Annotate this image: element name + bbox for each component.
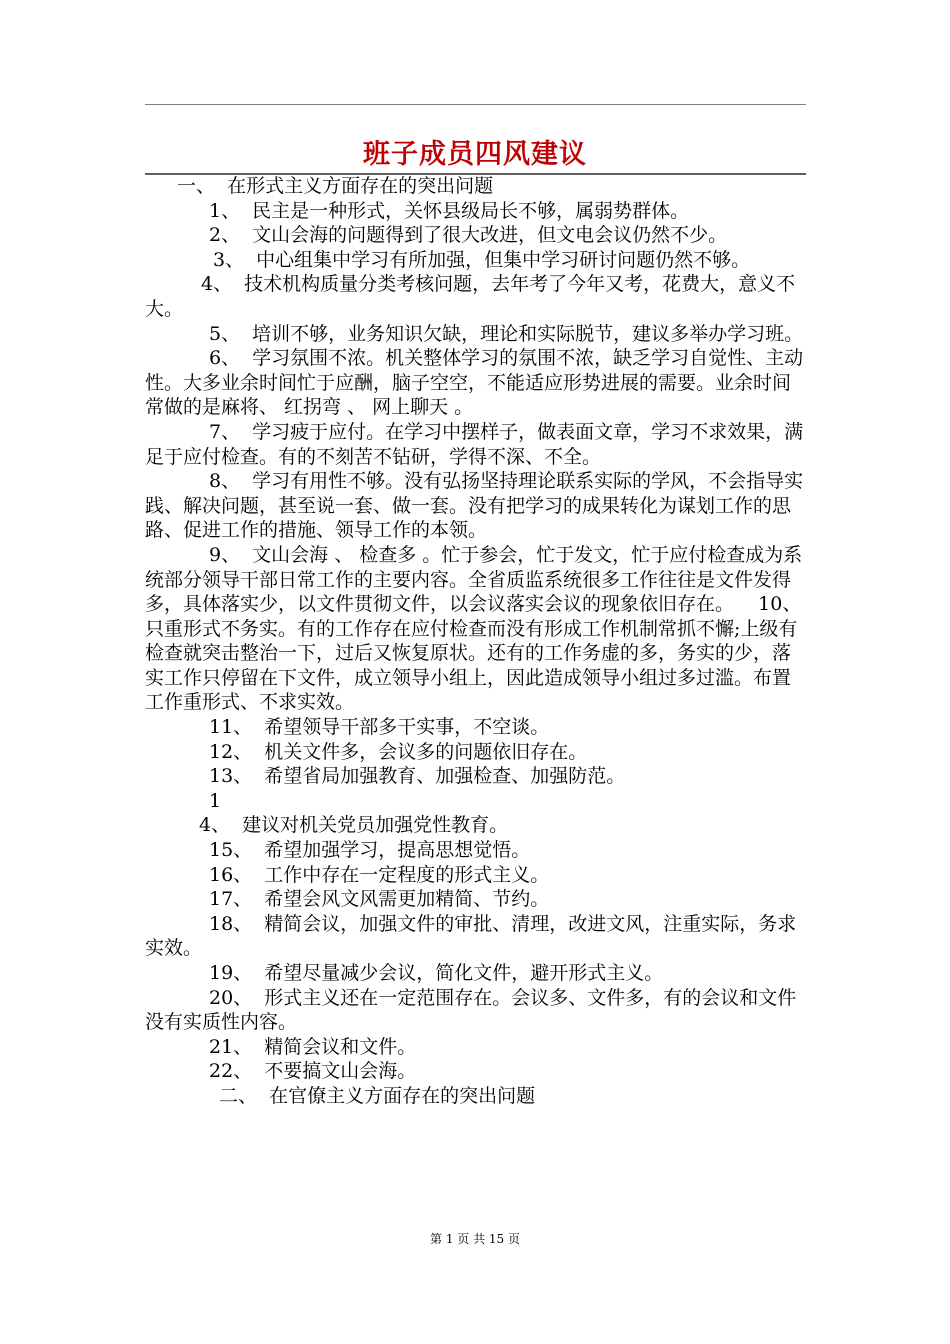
paragraph: 11、 希望领导干部多干实事，不空谈。: [209, 716, 550, 739]
paragraph: 18、 精简会议，加强文件的审批、清理，改进文风，注重实际，务求实效。: [145, 912, 797, 960]
paragraph: 2、 文山会海的问题得到了很大改进，但文电会议仍然不少。: [209, 224, 728, 247]
paragraph: 16、 工作中存在一定程度的形式主义。: [209, 863, 550, 886]
paragraph: 13、 希望省局加强教育、加强检查、加强防范。: [209, 765, 626, 788]
paragraph: 二、 在官僚主义方面存在的突出问题: [219, 1084, 536, 1107]
page-footer: 第 1 页 共 15 页: [430, 1232, 520, 1246]
paragraph: 9、 文山会海 、 检查多 。忙于参会，忙于发文，忙于应付检查成为系统部分领导干部日常工作的主要内容。全省质监系统很多工作往往是文件发得多，具体落实少，以文件贯彻文件，以会议落实会议的现象依旧存在。 10、 只重形式不务实。有的工作存在应付检查而没有形成工作机制常抓不懈;上级有检查就突击整治一下，过后又恢复原状。还有的工作务虚的多，务实的少，落实工作只停留在下文件，成立领导小组上，因此造成领导小组过多过滥。布置工作重形式、不求实效。: [145, 543, 814, 714]
paragraph: 17、 希望会风文风需更加精简、节约。: [209, 888, 550, 911]
paragraph: 5、 培训不够，业务知识欠缺，理论和实际脱节，建议多举办学习班。: [209, 322, 804, 345]
paragraph: 4、 技术机构质量分类考核问题，去年考了今年又考，花费大，意义不大。: [145, 273, 796, 320]
paragraph: 15、 希望加强学习，提高思想觉悟。: [209, 839, 531, 862]
paragraph: 22、 不要搞文山会海。: [209, 1060, 417, 1083]
header-rule: [145, 104, 806, 105]
paragraph: 20、 形式主义还在一定范围存在。会议多、文件多，有的会议和文件没有实质性内容。: [145, 986, 797, 1034]
paragraph: 1、 民主是一种形式，关怀县级局长不够，属弱势群体。: [209, 199, 690, 222]
paragraph: 4、 建议对机关党员加强党性教育。: [199, 814, 509, 837]
paragraph: 12、 机关文件多，会议多的问题依旧存在。: [209, 740, 588, 763]
paragraph: 21、 精简会议和文件。: [209, 1035, 417, 1058]
document-title: 班子成员四风建议: [363, 139, 587, 170]
document-body: [145, 174, 814, 1109]
paragraph: 1: [209, 789, 222, 812]
paragraph: 7、 学习疲于应付。在学习中摆样子，做表面文章，学习不求效果，满足于应付检查。有的不刻苦不钻研，学得不深、不全。: [145, 420, 804, 468]
paragraph: 6、 学习氛围不浓。机关整体学习的氛围不浓，缺乏学习自觉性、主动性。大多业余时间忙于应酬，脑子空空，不能适应形势进展的需要。业余时间常做的是麻将、 红拐弯 、 网上聊天 。: [145, 347, 804, 419]
paragraph: 3、 中心组集中学习有所加强，但集中学习研讨问题仍然不够。: [213, 248, 751, 271]
paragraph: 一、 在形式主义方面存在的突出问题: [177, 175, 494, 197]
paragraph: 19、 希望尽量减少会议，简化文件，避开形式主义。: [209, 962, 664, 984]
paragraph: 8、 学习有用性不够。没有弘扬坚持理论联系实际的学风，不会指导实践、解决问题，甚至说一套、做一套。没有把学习的成果转化为谋划工作的思路、促进工作的措施、领导工作的本领。: [145, 470, 804, 542]
